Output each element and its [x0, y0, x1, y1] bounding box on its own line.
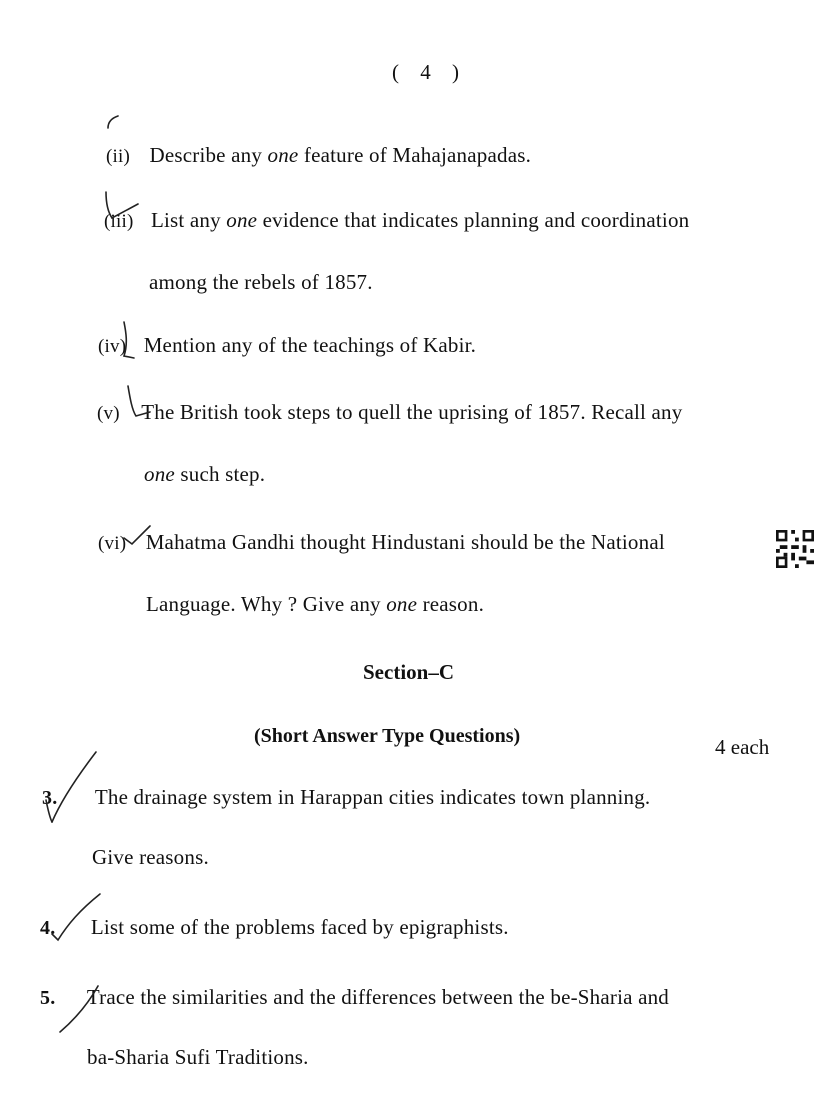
question-text-line1: Mahatma Gandhi thought Hindustani should be the National [145, 530, 665, 554]
question-number: 3. [42, 787, 58, 809]
question-text-line2: among the rebels of 1857. [149, 270, 373, 294]
qr-code-icon [776, 530, 814, 568]
handwritten-tick-icon [104, 112, 130, 142]
question-iv [98, 333, 476, 358]
question-text: Mention any of the teachings of Kabir. [143, 333, 477, 357]
question-v [97, 400, 682, 425]
question-text-line2: ba-Sharia Sufi Traditions. [87, 1045, 309, 1069]
question-number: (v) [97, 403, 120, 424]
question-text-line1: List any one evidence that indicates planning and coordination [150, 208, 690, 232]
question-4 [40, 915, 509, 940]
question-vi [98, 530, 665, 555]
question-number: 5. [40, 987, 56, 1009]
page-number: ( 4 ) [392, 60, 467, 84]
question-number: (ii) [106, 146, 131, 167]
marks-label: 4 each [715, 735, 770, 759]
section-subtitle: (Short Answer Type Questions) [254, 725, 521, 747]
question-number: (iv) [98, 336, 127, 357]
question-5 [40, 985, 669, 1010]
question-text-line1: Trace the similarities and the differences between the be-Sharia and [86, 985, 669, 1009]
question-text-line2: one such step. [144, 462, 266, 486]
question-ii [106, 143, 531, 168]
section-title: Section–C [363, 660, 454, 684]
question-iii [104, 208, 689, 233]
question-text-line1: The British took steps to quell the uprising of 1857. Recall any [141, 400, 683, 424]
question-text-line2: Language. Why ? Give any one reason. [146, 592, 485, 616]
question-text-line1: The drainage system in Harappan cities indicates town planning. [94, 785, 651, 809]
question-text: Describe any one feature of Mahajanapadas. [149, 143, 532, 167]
question-number: (vi) [98, 533, 127, 554]
question-text: List some of the problems faced by epigraphists. [90, 915, 509, 939]
question-number: 4. [40, 917, 56, 939]
question-3 [42, 785, 650, 810]
question-number: (iii) [104, 211, 134, 232]
question-text-line2: Give reasons. [92, 845, 209, 869]
